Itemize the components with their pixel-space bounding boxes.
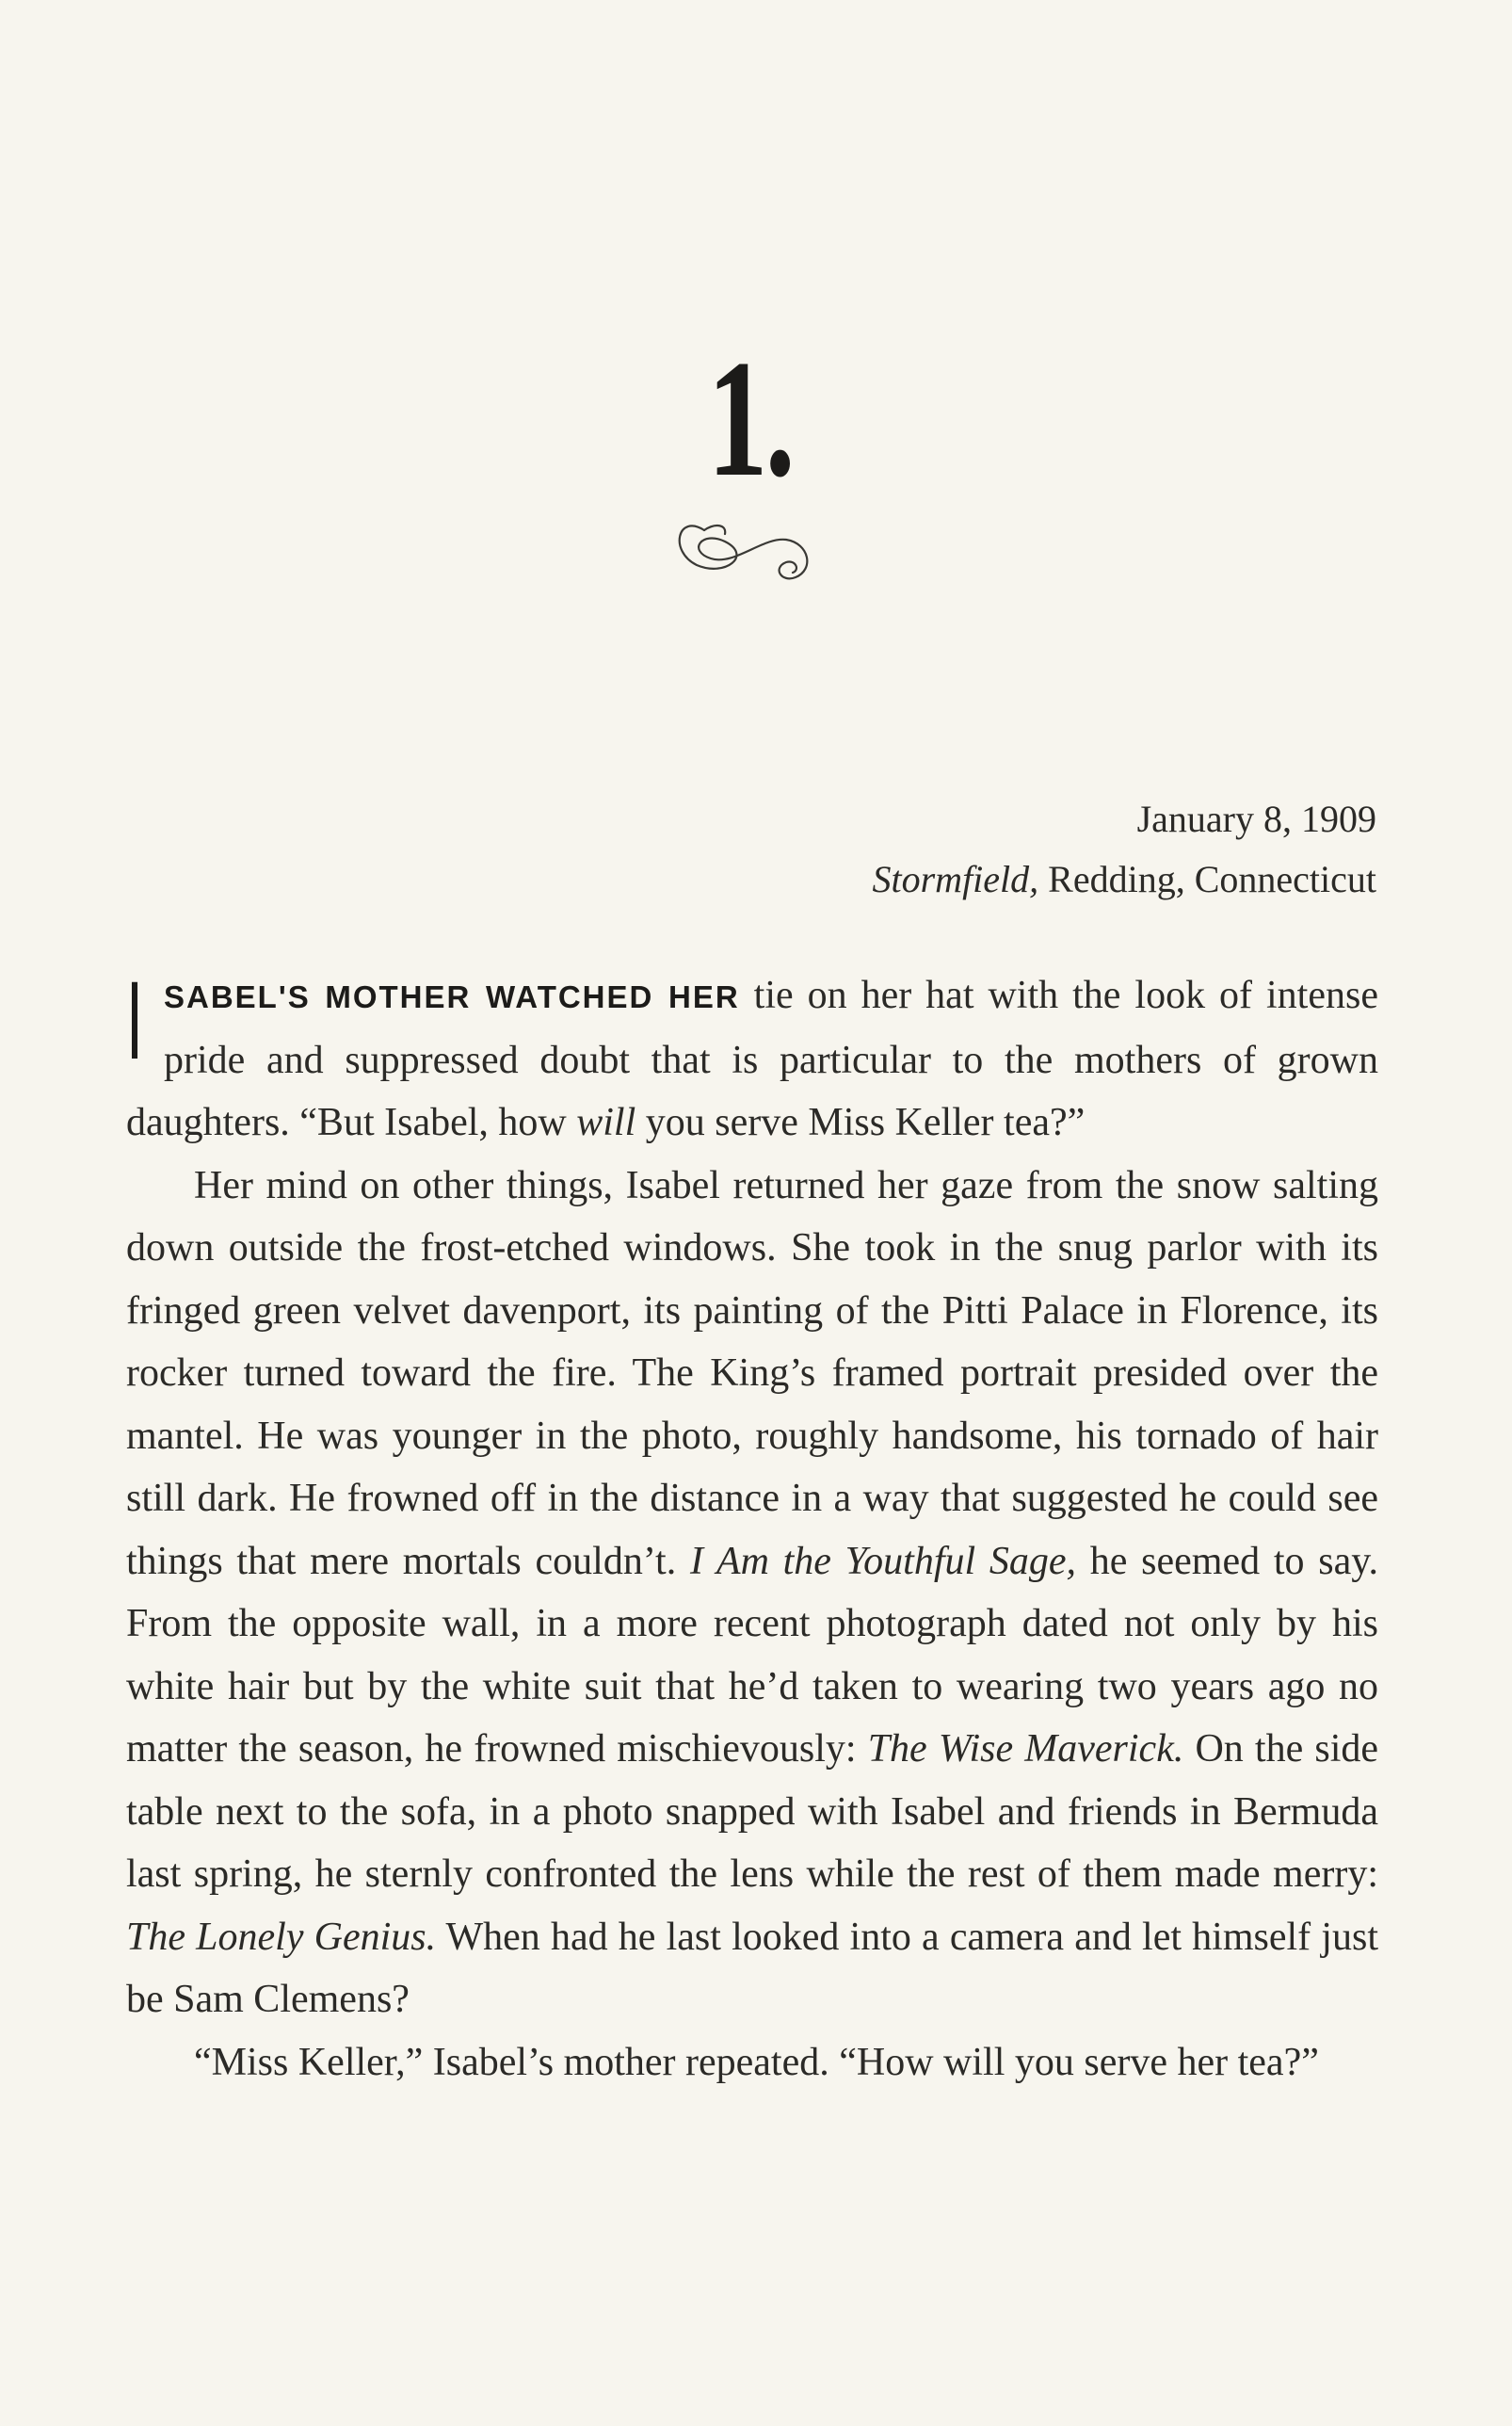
paragraph-3 (126, 2031, 1378, 2094)
place-italic-text: Stormfield, (872, 858, 1039, 900)
paragraph-text: On the side table next to the sofa, in a photo snapped with Isabel and friends in Bermuda last spring, he sternly confronted the lens while the rest of them made merry: (126, 1727, 1379, 1896)
paragraph-text: Her mind on other things, Isabel returned her gaze from the snow salting down outside the frost-etched windows. She took in the snug parlor with its fringed green velvet davenport, its painting of the Pitti Palace in Florence, its rocker turned toward the fire. The King’s framed portrait presided over the mantel. He was younger in the photo, roughly handsome, his tornado of hair still dark. He frowned off in the distance in a way that suggested he could see things that mere mortals couldn’t. (126, 1163, 1378, 1583)
place-text (873, 849, 1377, 910)
paragraph-text: tie on her hat with the look of intense pride and suppressed doubt that is particular to the mothers of grown daughters. “But Isabel, how (126, 974, 1378, 1144)
place-rest-text: Redding, Connecticut (1038, 858, 1376, 900)
paragraph-text: When had he last looked into a camera and let himself just be Sam Clemens? (126, 1915, 1378, 2021)
chapter-body (126, 959, 1379, 2094)
opening-small-caps: SABEL'S MOTHER WATCHED HER (164, 979, 740, 1014)
paragraph-text: he seemed to say. From the opposite wall, in a more recent photograph dated not only by his white hair but by the white suit that he’d taken to wearing two years ago no matter the season, he frowned mischievously: (126, 1539, 1378, 1771)
date-text: January 8, 1909 (1136, 798, 1376, 840)
paragraph-italic: will (576, 1101, 636, 1144)
paragraph-italic: The Lonely Genius. (126, 1915, 437, 1959)
paragraph-italic: I Am the Youthful Sage, (689, 1539, 1077, 1583)
paragraph-text: “Miss Keller,” Isabel’s mother repeated. “How will you serve her tea?” (194, 2040, 1319, 2084)
chapter-number: 1. (707, 325, 793, 511)
paragraph-italic: The Wise Maverick. (867, 1727, 1184, 1771)
paragraph-2 (126, 1155, 1378, 2031)
flourish-ornament-icon (659, 485, 828, 598)
dateline (873, 789, 1377, 910)
paragraph-1 (126, 959, 1378, 1155)
paragraph-text: you serve Miss Keller tea?” (635, 1101, 1086, 1144)
drop-cap: I (126, 959, 144, 1083)
